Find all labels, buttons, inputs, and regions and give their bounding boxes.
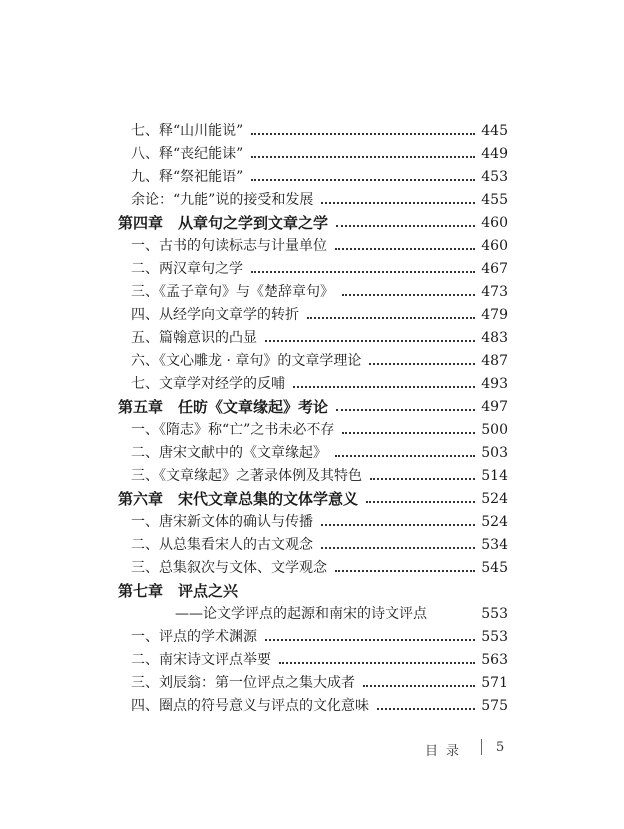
toc-entry-page: 449 [481, 146, 508, 162]
toc-entry-title: 九、释“祭祀能语” [131, 169, 244, 185]
toc-chapter-subtitle[interactable] [175, 599, 508, 623]
toc-entry-title: 五、篇翰意识的凸显 [131, 330, 257, 346]
dot-leader [321, 202, 475, 204]
dot-leader [251, 133, 475, 135]
toc-entry-title: 四、圈点的符号意义与评点的文化意味 [131, 698, 369, 714]
toc-entry[interactable] [131, 346, 508, 370]
dot-leader [293, 386, 475, 388]
footer-section-label: 目录 [425, 744, 468, 759]
dot-leader [251, 179, 475, 181]
toc-entry-page: 445 [481, 123, 508, 139]
toc-entry[interactable] [131, 553, 508, 577]
toc-entry-title: 二、从总集看宋人的古文观念 [131, 537, 313, 553]
toc-entry-title: 七、文章学对经学的反哺 [131, 376, 285, 392]
dot-leader [321, 547, 475, 549]
toc-entry-page: 453 [481, 169, 508, 185]
dot-leader [363, 685, 475, 687]
toc-entry-title: 一、《隋志》称“亡”之书未必不存 [131, 422, 335, 438]
dot-leader [342, 432, 475, 434]
dot-leader [335, 570, 475, 572]
toc-entry[interactable] [131, 507, 508, 531]
toc-entry-title: 二、两汉章句之学 [131, 261, 243, 277]
toc-entry-page: 500 [481, 422, 508, 438]
toc-entry-page: 553 [481, 606, 508, 622]
toc-entry-title: 二、唐宋文献中的《文章缘起》 [131, 445, 327, 461]
toc-entry-page: 571 [481, 675, 508, 691]
toc-entry-title: 一、评点的学术渊源 [131, 629, 257, 645]
toc-entry[interactable] [131, 162, 508, 186]
toc-entry[interactable] [131, 438, 508, 462]
dot-leader [370, 478, 475, 480]
page-footer [0, 740, 624, 760]
dot-leader [369, 363, 475, 365]
toc-entry-title: 六、《文心雕龙 · 章句》的文章学理论 [131, 353, 362, 369]
toc-entry-page: 493 [481, 376, 508, 392]
toc-entry-page: 460 [481, 215, 508, 231]
toc-entry[interactable] [131, 323, 508, 347]
toc-entry-page: 473 [481, 284, 508, 300]
toc-entry-page: 460 [481, 238, 508, 254]
dot-leader [307, 317, 475, 319]
toc-entry-page: 487 [481, 353, 508, 369]
toc-entry-title: 四、从经学向文章学的转折 [131, 307, 299, 323]
dot-leader [336, 225, 475, 227]
toc-entry-page: 497 [481, 399, 508, 415]
toc-entry-page: 455 [481, 192, 508, 208]
toc-entry[interactable] [131, 622, 508, 646]
toc-entry[interactable] [131, 461, 508, 485]
dot-leader [342, 294, 475, 296]
toc-entry[interactable] [131, 645, 508, 669]
dot-leader [251, 156, 475, 158]
dot-leader [251, 271, 475, 273]
toc-entry-title: 三、刘辰翁：第一位评点之集大成者 [131, 675, 355, 691]
toc-entry-title: 八、释“丧纪能诔” [131, 146, 244, 162]
toc-entry-page: 534 [481, 537, 508, 553]
toc-entry-title: 二、南宋诗文评点举要 [131, 652, 271, 668]
toc-entry-page: 553 [481, 629, 508, 645]
dot-leader [377, 708, 475, 710]
toc-entry[interactable] [131, 300, 508, 324]
toc-entry[interactable] [131, 277, 508, 301]
toc-chapter[interactable] [118, 484, 508, 508]
dot-leader [335, 455, 475, 457]
toc-entry-title: 三、总集叙次与文体、文学观念 [131, 560, 327, 576]
toc-entry[interactable] [131, 185, 508, 209]
page-number: 5 [496, 740, 505, 755]
toc-entry-page: 483 [481, 330, 508, 346]
toc-chapter[interactable] [118, 576, 508, 600]
dot-leader [336, 409, 475, 411]
toc-entry-title: 三、《孟子章句》与《楚辞章句》 [131, 284, 334, 300]
toc-entry[interactable] [131, 139, 508, 163]
toc-entry[interactable] [131, 668, 508, 692]
dot-leader [335, 248, 475, 250]
toc-entry-page: 563 [481, 652, 508, 668]
toc-chapter-title: 第五章 任昉《文章缘起》考论 [118, 398, 329, 416]
toc-entry-page: 575 [481, 698, 508, 714]
toc-entry[interactable] [131, 231, 508, 255]
toc-entry-page: 524 [481, 514, 508, 530]
toc-entry[interactable] [131, 691, 508, 715]
toc-entry[interactable] [131, 369, 508, 393]
toc-entry-title: 余论：“九能”说的接受和发展 [131, 192, 314, 208]
toc-chapter[interactable] [118, 208, 508, 232]
footer-divider [481, 739, 482, 755]
toc-entry-title: 一、唐宋新文体的确认与传播 [131, 514, 313, 530]
toc-entry-page: 479 [481, 307, 508, 323]
toc-entry-title: 七、释“山川能说” [131, 123, 244, 139]
toc-entry-page: 514 [481, 468, 508, 484]
dot-leader [366, 501, 475, 503]
toc-entry-page: 467 [481, 261, 508, 277]
toc-entry[interactable] [131, 530, 508, 554]
toc-chapter-title: 第七章 评点之兴 [118, 582, 239, 600]
toc-subtitle-text: ——论文学评点的起源和南宋的诗文评点 [175, 606, 427, 622]
dot-leader [279, 662, 475, 664]
toc-chapter[interactable] [118, 392, 508, 416]
toc-entry[interactable] [131, 254, 508, 278]
toc-entry-title: 一、古书的句读标志与计量单位 [131, 238, 327, 254]
dot-leader [321, 524, 475, 526]
dot-leader [265, 639, 475, 641]
dot-leader [265, 340, 475, 342]
toc-entry[interactable] [131, 415, 508, 439]
toc-entry-page: 503 [481, 445, 508, 461]
toc-entry-page: 524 [481, 491, 508, 507]
toc-entry-page: 545 [481, 560, 508, 576]
toc-chapter-title: 第四章 从章句之学到文章之学 [118, 214, 329, 232]
toc-entry[interactable] [131, 116, 508, 140]
toc-entry-title: 三、《文章缘起》之著录体例及其特色 [131, 468, 362, 484]
toc-chapter-title: 第六章 宋代文章总集的文体学意义 [118, 490, 359, 508]
